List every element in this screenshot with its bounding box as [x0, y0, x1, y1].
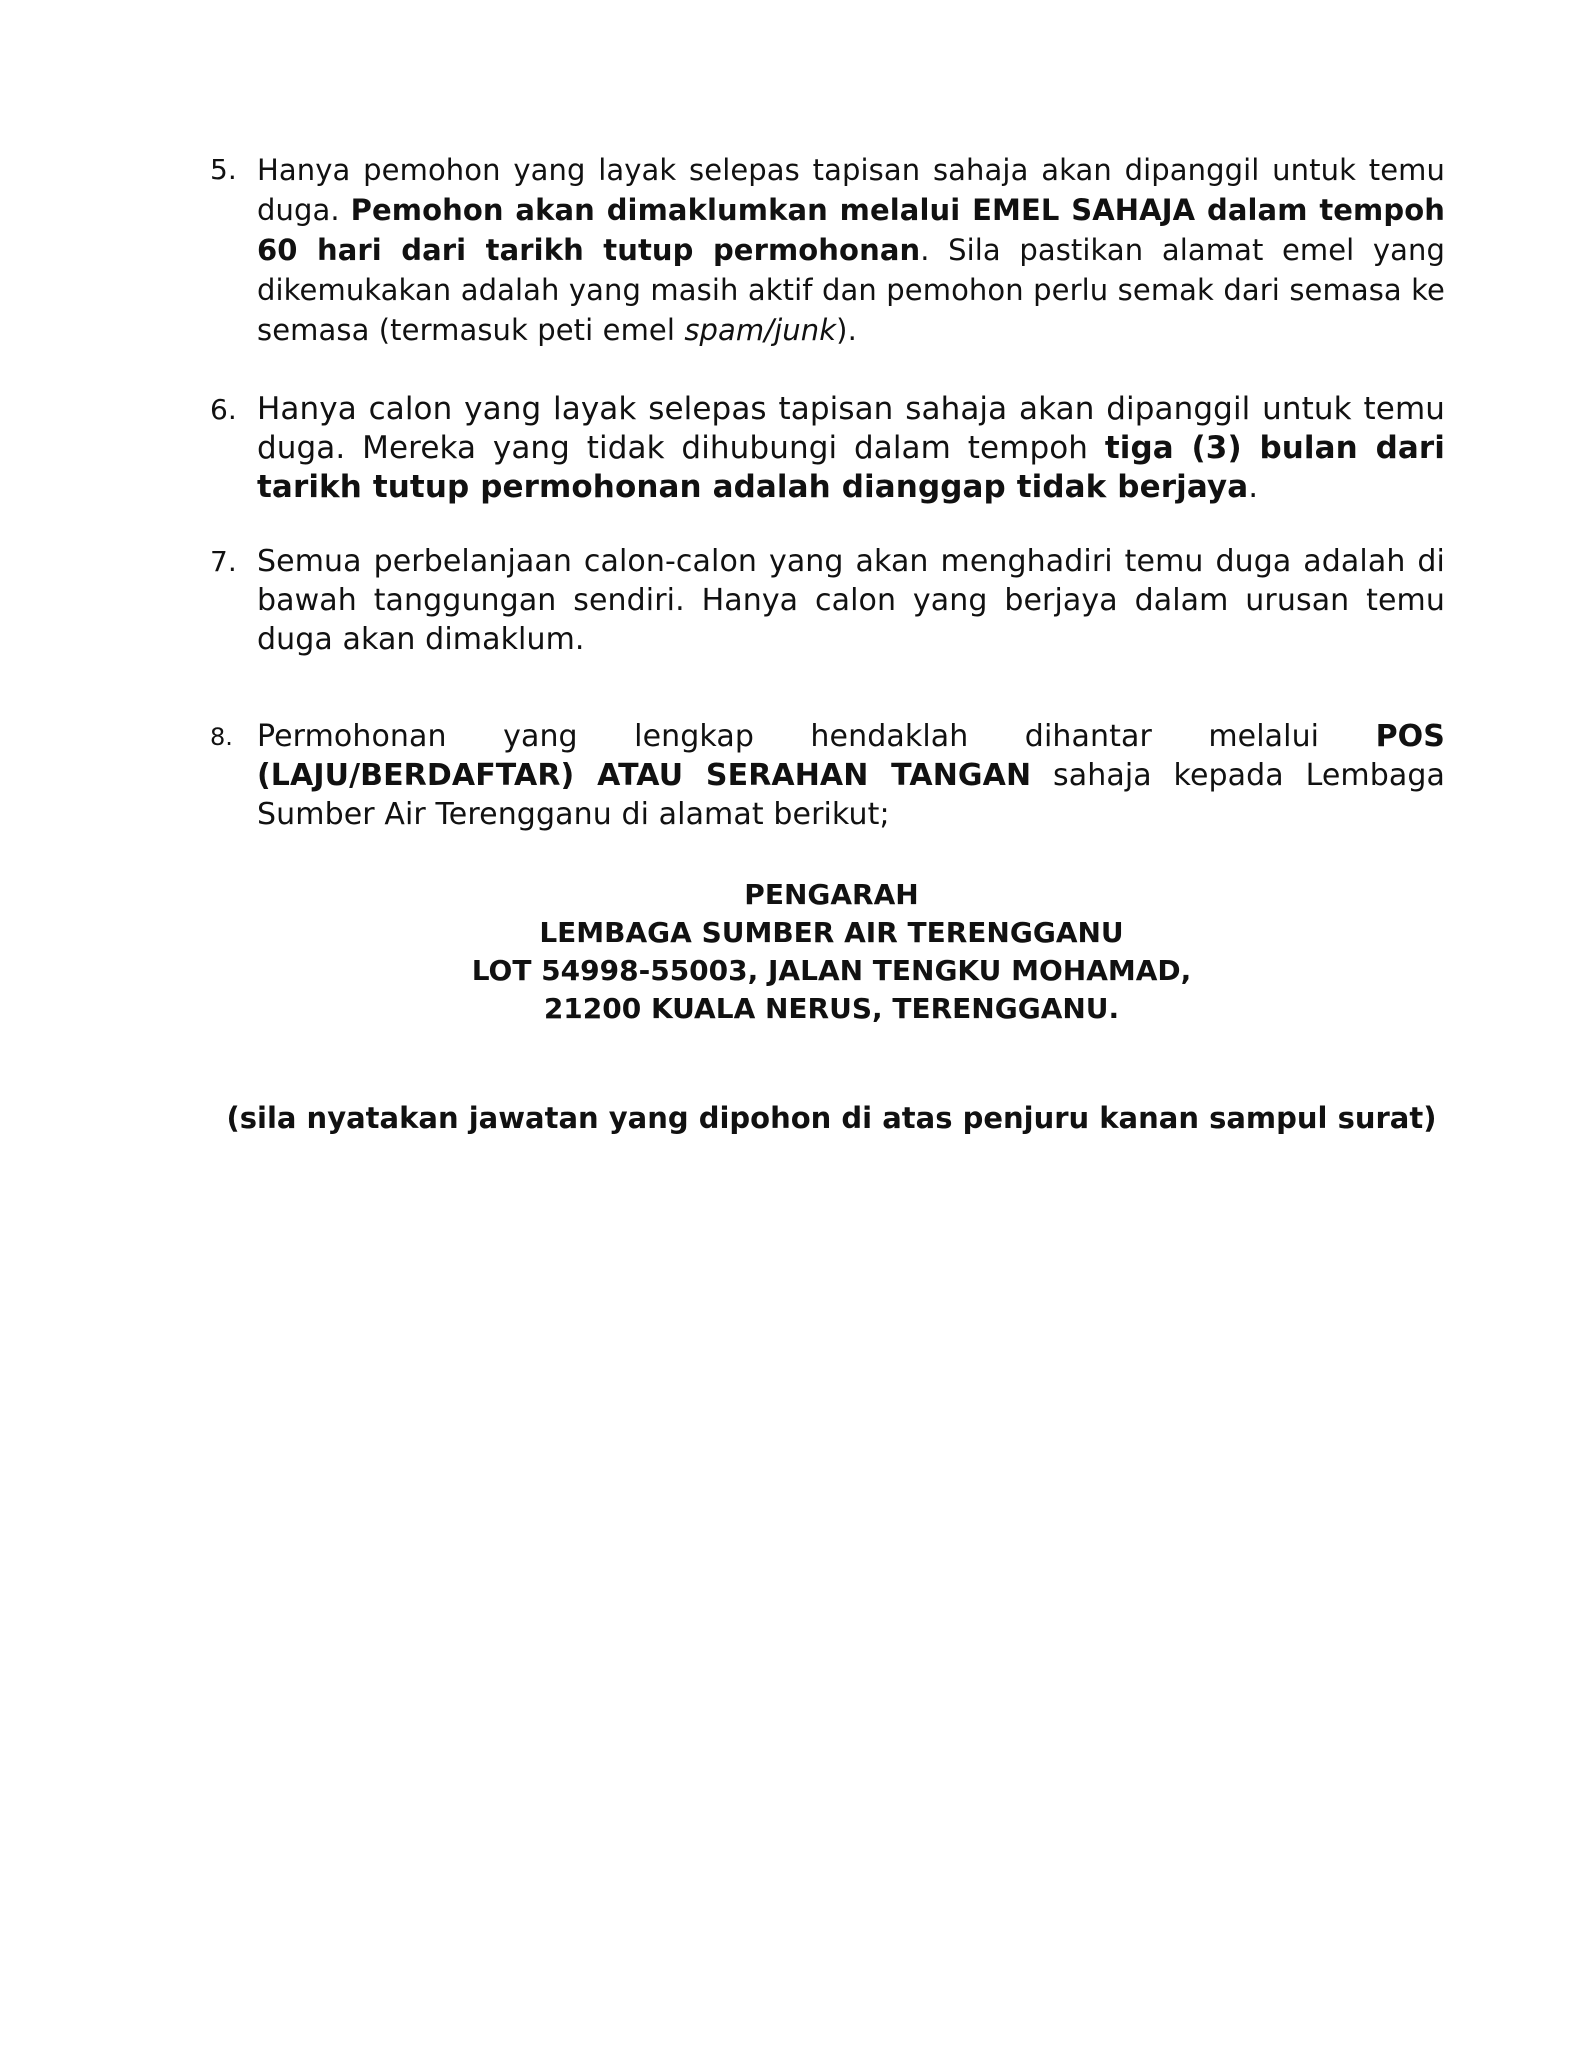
text-segment: Permohonan yang lengkap hendaklah dihantar melalui: [257, 719, 1376, 754]
list-number: 6.: [210, 393, 237, 426]
italic-segment: spam/junk: [684, 313, 837, 347]
text-segment: .: [1248, 469, 1259, 505]
bold-segment: Pemohon akan dimaklumkan melalui EMEL SAHAJA dalam tempoh 60 hari dari tarikh tutup permohonan: [257, 193, 1445, 267]
bold-segment: tiga (3) bulan dari tarikh tutup permohonan adalah dianggap tidak berjaya: [257, 430, 1446, 505]
list-item-6: [210, 390, 1445, 507]
envelope-note: (sila nyatakan jawatan yang dipohon di atas penjuru kanan sampul surat): [226, 1101, 1437, 1135]
address-line-city: 21200 KUALA NERUS, TERENGGANU.: [543, 992, 1120, 1025]
address-line-organisation: LEMBAGA SUMBER AIR TERENGGANU: [539, 916, 1124, 949]
text-segment: ).: [836, 313, 857, 347]
list-item-8: [210, 717, 1445, 834]
text-segment: sahaja kepada Lembaga Sumber Air Terengganu di alamat berikut;: [257, 758, 1445, 832]
text-segment: . Sila pastikan alamat emel yang dikemukakan adalah yang masih aktif dan pemohon perlu semak dari semasa ke semasa (termasuk peti emel: [257, 233, 1445, 347]
list-item-text: [257, 150, 1445, 350]
list-item-7: [210, 542, 1445, 659]
list-number: 8.: [210, 723, 233, 751]
address-line-street: LOT 54998-55003, JALAN TENGKU MOHAMAD,: [471, 954, 1192, 987]
address-line-recipient: PENGARAH: [744, 878, 919, 911]
text-segment: Semua perbelanjaan calon-calon yang akan menghadiri temu duga adalah di bawah tanggungan sendiri. Hanya calon yang berjaya dalam urusan temu duga akan dimaklum.: [257, 544, 1445, 657]
list-number: 7.: [210, 545, 237, 578]
list-item-text: [257, 390, 1445, 507]
text-segment: Hanya calon yang layak selepas tapisan sahaja akan dipanggil untuk temu duga. Mereka yang tidak dihubungi dalam tempoh: [257, 391, 1445, 466]
bold-segment: POS (LAJU/BERDAFTAR) ATAU SERAHAN TANGAN: [257, 719, 1445, 793]
mailing-address: [0, 876, 1583, 1028]
list-number: 5.: [210, 153, 237, 186]
text-segment: Hanya pemohon yang layak selepas tapisan sahaja akan dipanggil untuk temu duga.: [257, 153, 1445, 227]
list-item-text: [257, 717, 1445, 834]
list-item-text: [257, 542, 1445, 659]
list-item-5: [210, 150, 1445, 350]
